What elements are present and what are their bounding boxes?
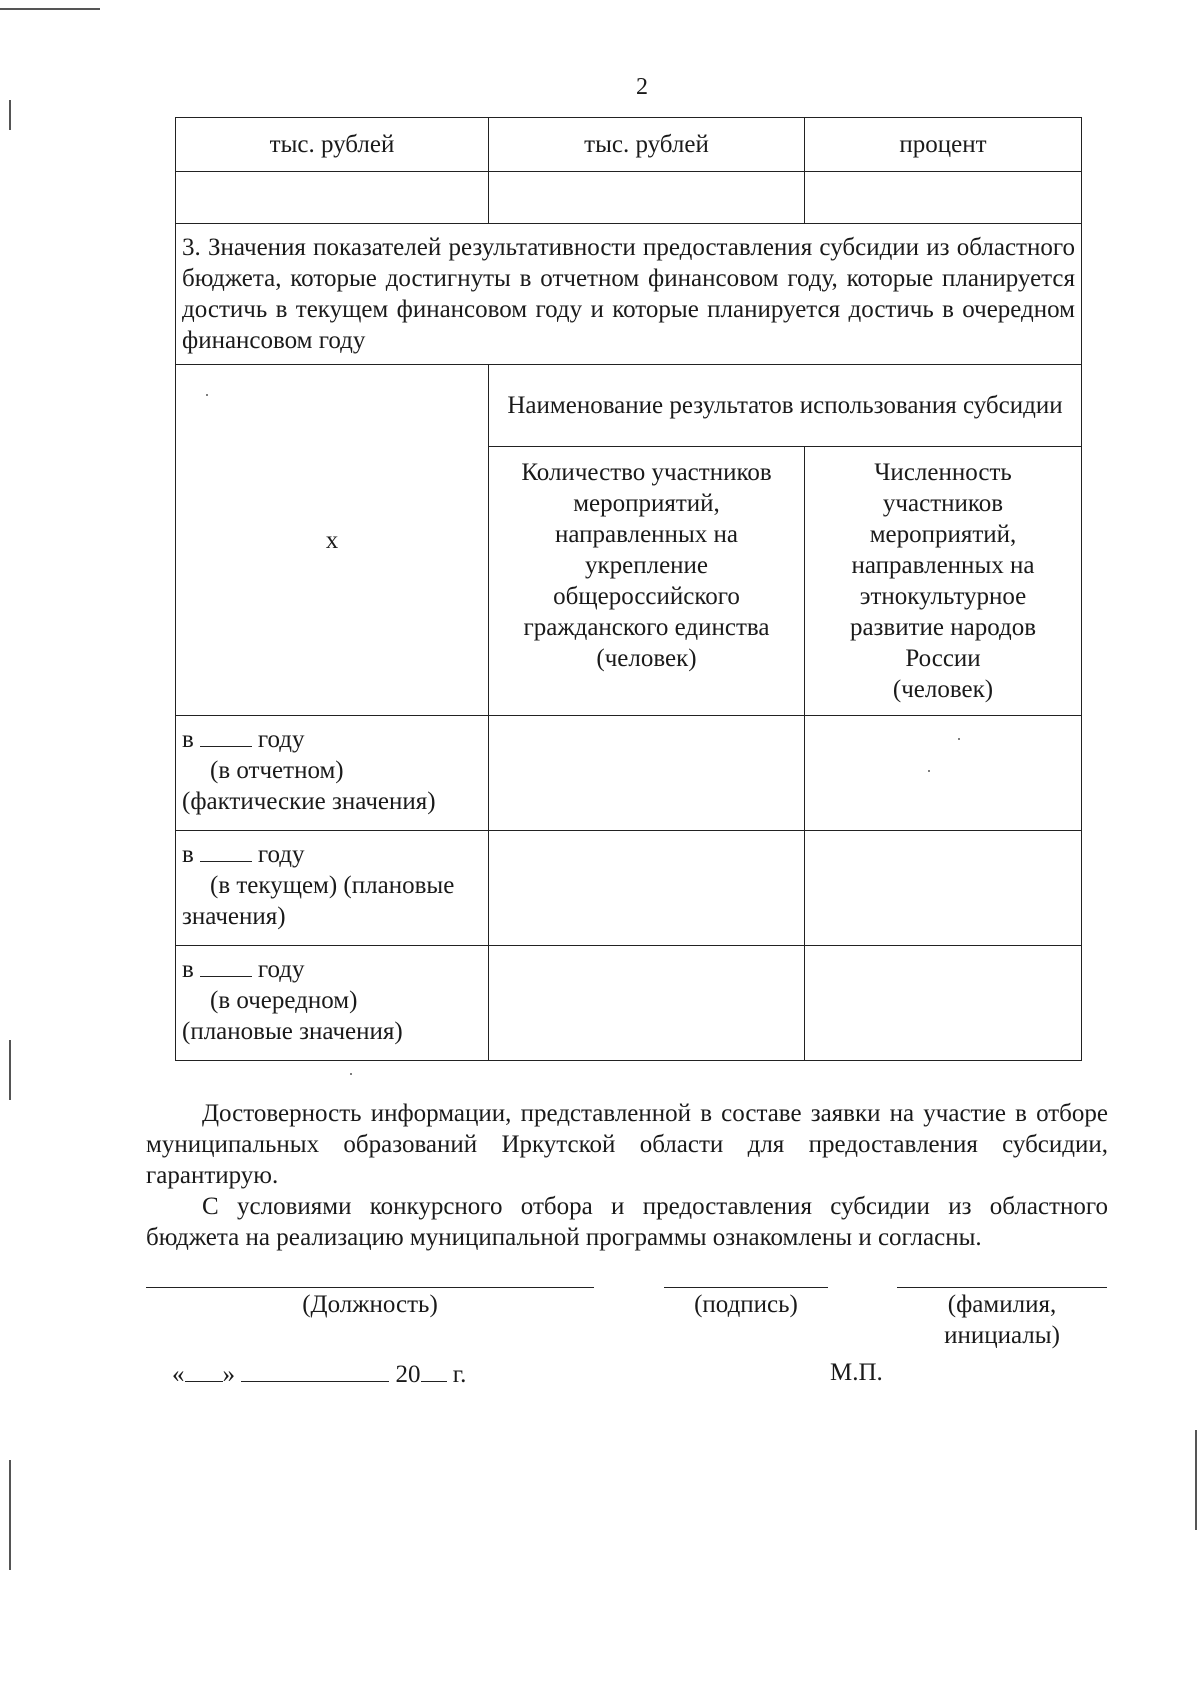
metric-line: Количество участников — [521, 459, 772, 486]
results-header-row — [176, 365, 1082, 447]
value-cell — [489, 946, 805, 1061]
row-suffix: году — [257, 841, 305, 868]
value-cell — [489, 831, 805, 946]
scan-speck — [350, 1073, 352, 1075]
table-row — [176, 946, 1082, 1061]
name-label-line: инициалы) — [944, 1322, 1060, 1349]
metric-line: развитие народов — [849, 614, 1037, 641]
row-prefix: в — [182, 841, 194, 868]
table-row — [176, 716, 1082, 831]
metric-line: (человек) — [892, 676, 994, 703]
position-label: (Должность) — [302, 1291, 438, 1318]
scan-artifact-left — [9, 1460, 11, 1570]
metric-line: гражданского единства — [523, 614, 770, 641]
metric-line: укрепление — [584, 552, 709, 579]
value-cell — [805, 716, 1082, 831]
unit-cell: тыс. рублей — [176, 118, 489, 172]
row-label-current — [176, 831, 489, 946]
metric-line: мероприятий, — [573, 490, 720, 517]
attestation-text — [146, 1098, 1108, 1253]
month-blank — [241, 1359, 389, 1382]
metric-line: этнокультурное — [859, 583, 1027, 610]
table-row — [176, 831, 1082, 946]
row-suffix: году — [257, 956, 305, 983]
scan-artifact-right — [1195, 1430, 1197, 1530]
row-prefix: в — [182, 726, 194, 753]
year-blank — [200, 726, 252, 747]
values-row — [176, 172, 1082, 224]
metric-civic-unity — [489, 447, 805, 716]
scan-artifact-left — [9, 1040, 11, 1100]
scan-artifact-left — [9, 100, 11, 130]
row-suffix: году — [257, 726, 305, 753]
row-prefix: в — [182, 956, 194, 983]
results-header: Наименование результатов использования субсидии — [489, 365, 1082, 447]
signature-line — [664, 1287, 828, 1288]
value-cell — [489, 716, 805, 831]
metric-line: мероприятий, — [869, 521, 1017, 548]
subsidy-indicators-table — [175, 117, 1082, 1061]
section-3-row — [176, 224, 1082, 365]
row-line: (в отчетном) — [210, 757, 344, 784]
corner-cell: х — [176, 365, 489, 716]
stamp-place: М.П. — [830, 1359, 883, 1386]
year-suffix: г. — [452, 1361, 467, 1388]
metric-ethnocultural — [805, 447, 1082, 716]
value-cell — [805, 172, 1082, 224]
value-cell — [805, 946, 1082, 1061]
year-prefix: 20 — [395, 1361, 421, 1388]
attestation-paragraph-2: С условиями конкурсного отбора и предоставления субсидии из областного бюджета на реализацию муниципальной программы ознакомлены и согласны. — [146, 1193, 1108, 1251]
attestation-paragraph-1: Достоверность информации, представленной в составе заявки на участие в отборе муниципальных образований Иркутской области для предоставления субсидии, гарантирую. — [146, 1100, 1108, 1189]
signature-label: (подпись) — [694, 1291, 798, 1318]
metric-line: Численность — [874, 459, 1012, 486]
name-label — [897, 1289, 1107, 1351]
units-row — [176, 118, 1082, 172]
day-blank — [185, 1359, 223, 1382]
quote-close: » — [222, 1361, 235, 1388]
row-line: (плановые значения) — [182, 1018, 403, 1045]
metric-line: направленных на — [555, 521, 738, 548]
position-line — [146, 1287, 594, 1288]
row-label-next — [176, 946, 489, 1061]
year-blank — [200, 841, 252, 862]
row-line: (в текущем) (плановые — [210, 872, 455, 899]
name-line — [897, 1287, 1107, 1288]
row-line: значения) — [182, 903, 286, 930]
row-line: (фактические значения) — [182, 788, 436, 815]
value-cell — [489, 172, 805, 224]
metric-line: участников — [882, 490, 1004, 517]
section-3-heading: 3. Значения показателей результативности предоставления субсидии из областного бюджета, которые достигнуты в отчетном финансовом году, которые планируется достичь в текущем финансовом году и которые планируется достичь в очередном финансовом году — [176, 224, 1082, 365]
quote-open: « — [172, 1361, 185, 1388]
row-label-reporting — [176, 716, 489, 831]
value-cell — [176, 172, 489, 224]
row-line: (в очередном) — [210, 987, 358, 1014]
unit-cell: процент — [805, 118, 1082, 172]
page-number: 2 — [636, 74, 648, 100]
year-blank — [200, 956, 252, 977]
unit-cell: тыс. рублей — [489, 118, 805, 172]
metric-line: общероссийского — [553, 583, 740, 610]
metric-line: (человек) — [596, 645, 697, 672]
date-line — [172, 1359, 466, 1389]
year-blank — [421, 1359, 447, 1382]
name-label-line: (фамилия, — [947, 1291, 1057, 1318]
value-cell — [805, 831, 1082, 946]
metric-line: направленных на — [851, 552, 1035, 579]
metric-line: России — [905, 645, 981, 672]
scan-artifact-top — [0, 8, 100, 10]
